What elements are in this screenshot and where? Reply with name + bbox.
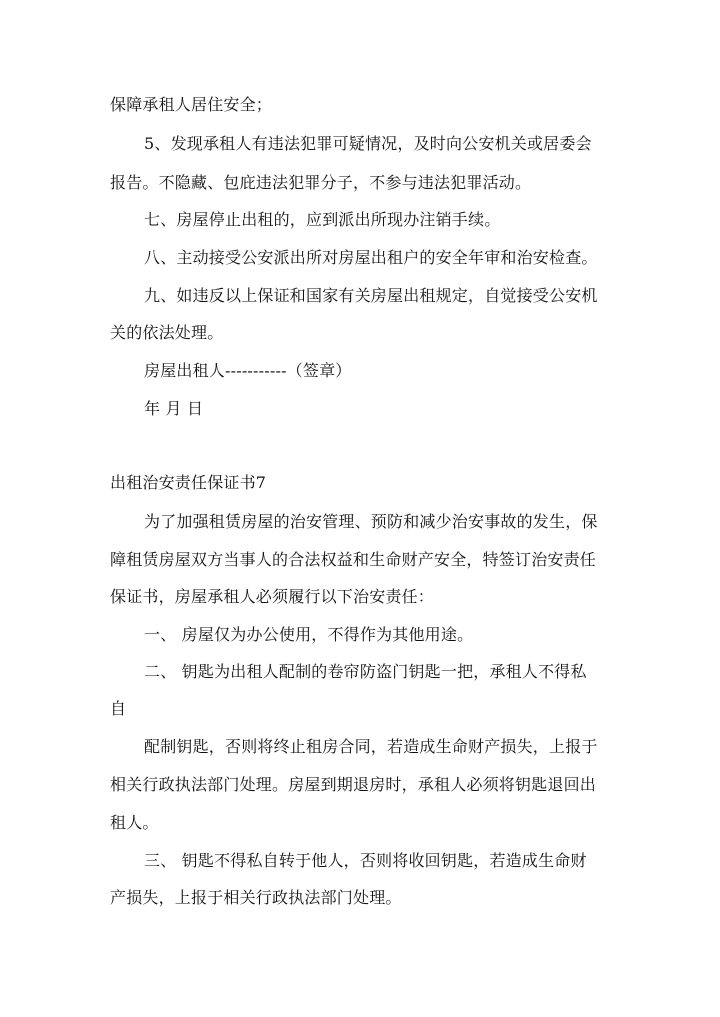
text-line: 相关行政执法部门处理。房屋到期退房时，承租人必须将钥匙退回出 (110, 775, 597, 794)
text-line: 5、发现承租人有违法犯罪可疑情况，及时向公安机关或居委会 (144, 134, 592, 153)
text-line: 一、 房屋仅为办公使用，不得作为其他用途。 (144, 625, 474, 644)
text-line: 自 (110, 699, 127, 718)
text-line: 障租赁房屋双方当事人的合法权益和生命财产安全，特签订治安责任 (110, 550, 597, 569)
text-line: 八、主动接受公安派出所对房屋出租户的安全年审和治安检查。 (144, 248, 598, 267)
text-line: 三、 钥匙不得私自转于他人，否则将收回钥匙，若造成生命财 (144, 851, 587, 870)
text-line: 关的依法处理。 (110, 323, 224, 342)
text-line: 为了加强租赁房屋的治安管理、预防和减少治安事故的发生，保 (144, 512, 598, 531)
section-title: 出租治安责任保证书7 (110, 473, 267, 492)
text-line: 产损失，上报于相关行政执法部门处理。 (110, 888, 402, 907)
text-line: 九、如违反以上保证和国家有关房屋出租规定，自觉接受公安机 (144, 286, 598, 305)
text-line: 租人。 (110, 813, 159, 832)
text-line: 报告。不隐藏、包庇违法犯罪分子，不参与违法犯罪活动。 (110, 173, 532, 192)
text-line: 配制钥匙，否则将终止租房合同，若造成生命财产损失，上报于 (144, 737, 598, 756)
text-line: 七、房屋停止出租的，应到派出所现办注销手续。 (144, 210, 501, 229)
signature-line: 房屋出租人-----------（签章） (144, 361, 352, 380)
text-line: 保证书，房屋承租人必须履行以下治安责任： (110, 587, 435, 606)
date-line: 年 月 日 (144, 399, 204, 418)
text-line: 二、 钥匙为出租人配制的卷帘防盗门钥匙一把，承租人不得私 (144, 662, 587, 681)
text-line: 保障承租人居住安全； (110, 95, 273, 114)
